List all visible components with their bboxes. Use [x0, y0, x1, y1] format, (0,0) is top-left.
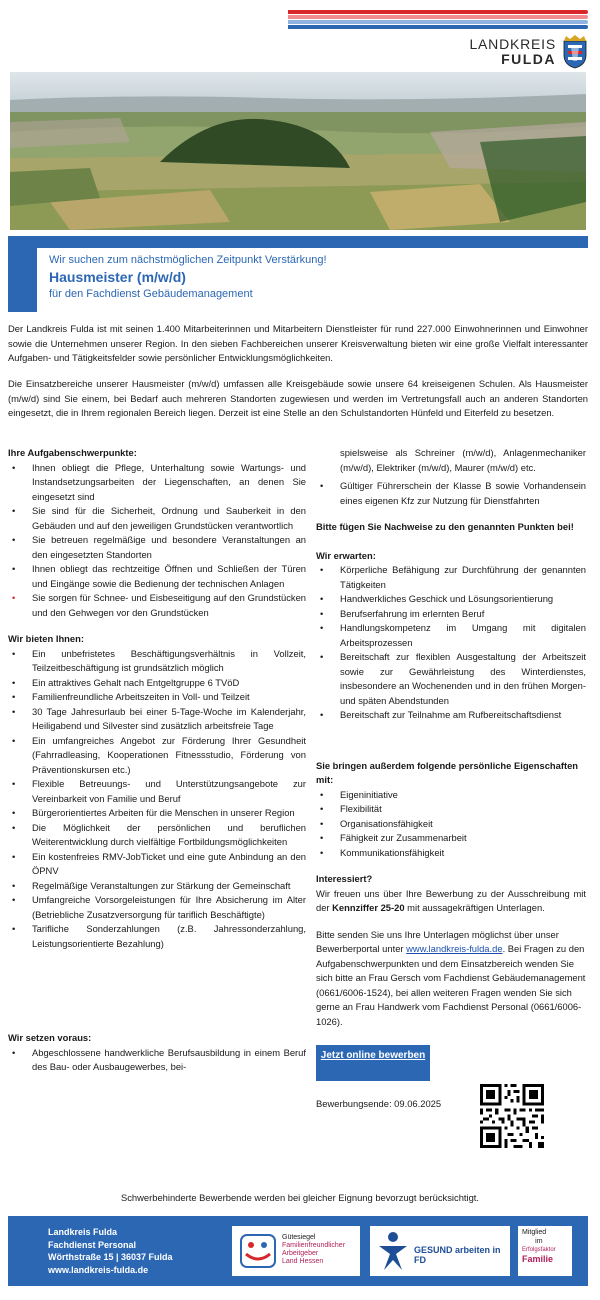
- offer-heading: Wir bieten Ihnen:: [8, 633, 84, 644]
- landkreis-fulda-logo: [469, 34, 588, 70]
- list-item: • Die Möglichkeit der persönlichen und beruflichen Weiterentwicklung durch vielfältige Fortbildungsmöglichkeiten: [8, 821, 306, 850]
- traits-heading: Sie bringen außerdem folgende persönliche Eigenschaften mit:: [316, 759, 579, 785]
- list-item: • Ein unbefristetes Beschäftigungsverhältnis in Vollzeit, Teilzeitbeschäftigung ist grundsätzlich möglich: [8, 647, 306, 676]
- list-item: • Körperliche Befähigung zur Durchführung der genannten Tätigkeiten: [316, 563, 586, 592]
- list-item: • Regelmäßige Veranstaltungen zur Stärkung der Gemeinschaft: [8, 879, 306, 894]
- traits-list: [316, 788, 586, 861]
- list-item: • Bereitschaft zur Teilnahme am Rufbereitschaftsdienst: [316, 708, 586, 723]
- list-item: • Sie betreuen regelmäßige und besondere Veranstaltungen an den eingesetzten Standorten: [8, 533, 306, 562]
- list-item: • Eigeninitiative: [316, 788, 586, 803]
- interest-text: Wir freuen uns über Ihre Bewerbung zu der Ausschreibung mit der Kennziffer 25-20 mit aussagekräftigen Unterlagen.: [316, 887, 586, 913]
- list-item: • Ein kostenfreies RMV-JobTicket und eine gute Anbindung an den ÖPNV: [8, 850, 306, 879]
- hessen-coat-of-arms-icon: [562, 35, 588, 69]
- disability-note: Schwerbehinderte Bewerbende werden bei gleicher Eignung bevorzugt berücksichtigt.: [120, 1192, 480, 1203]
- list-item: • Berufserfahrung im erlernten Beruf: [316, 607, 586, 622]
- star-figure-icon: [376, 1230, 410, 1272]
- application-deadline: Bewerbungsende: 09.06.2025: [316, 1098, 442, 1109]
- list-item: • 30 Tage Jahresurlaub bei einer 5-Tage-Woche im Kalenderjahr, Heiligabend und Silvester sind zusätzlich arbeitsfreie Tage: [8, 705, 306, 734]
- logo-line2: FULDA: [501, 51, 556, 67]
- list-item: • Ihnen obliegt die Pflege, Unterhaltung sowie Wartungs- und Instandsetzungsarbeiten der Liegenschaften, an denen Sie eingesetzt sind: [8, 461, 306, 505]
- family-friendly-employer-badge: [232, 1226, 360, 1276]
- list-item: • Sie sind für die Sicherheit, Ordnung und Sauberkeit in den Gebäuden und auf den jeweiligen Grundstücken verantwortlich: [8, 504, 306, 533]
- footer-bar: [8, 1216, 588, 1286]
- expect-heading: Wir erwarten:: [316, 549, 376, 561]
- list-item: • Bürgerorientiertes Arbeiten für die Menschen in unserer Region: [8, 806, 306, 821]
- logo-line1: LANDKREIS: [469, 36, 556, 52]
- list-item: • Familienfreundliche Arbeitszeiten in Voll- und Teilzeit: [8, 690, 306, 705]
- badge-line: Familie: [522, 1254, 554, 1264]
- header-stripes: [288, 10, 588, 30]
- qr-code-icon[interactable]: [480, 1084, 544, 1148]
- stripe: [288, 15, 588, 19]
- require-list: [8, 1046, 306, 1075]
- badge3-text: [522, 1228, 556, 1264]
- badge-line: Erfolgsfaktor: [522, 1247, 556, 1253]
- list-item: • Ein attraktives Gehalt nach Entgeltgruppe 6 TVöD: [8, 676, 306, 691]
- portal-text: Bitte senden Sie uns Ihre Unterlagen möglichst über unser Bewerberportal unter www.landkreis-fulda.de. Bei Fragen zu den Aufgabenschwerpunkten und dem Einsatzbereich wenden Sie sich bitte an Frau Gersch vom Fachdienst Gebäudemanagement (0661/6006-1524), bei allen weiteren Fragen wenden Sie sich gerne an Frau Handwerk vom Fachdienst Personal (0661/6006-1026).: [316, 928, 586, 1027]
- apply-online-button[interactable]: Jetzt online bewerben: [316, 1045, 430, 1081]
- list-item: • Gültiger Führerschein der Klasse B sowie Vorhandensein eines eigenen Kfz zur Nutzung für Dienstfahrten: [316, 479, 586, 508]
- list-item: • Fähigkeit zur Zusammenarbeit: [316, 831, 586, 846]
- badge1-text: [282, 1234, 345, 1266]
- offer-list: [8, 647, 306, 952]
- list-item: • Ein umfangreiches Angebot zur Förderung Ihrer Gesundheit (Fahrradleasing, Kooperationen Fitnessstudio, Förderung von Präventionskursen etc.): [8, 734, 306, 778]
- footer-address: [48, 1226, 173, 1276]
- list-item: • Handlungskompetenz im Umgang mit digitalen Arbeitsprozessen: [316, 621, 586, 650]
- list-item: • Handwerkliches Geschick und Lösungsorientierung: [316, 592, 586, 607]
- badge-line: Land Hessen: [282, 1258, 324, 1265]
- expect-list: [316, 563, 586, 723]
- stripe: [288, 10, 588, 14]
- list-item: • Kommunikationsfähigkeit: [316, 846, 586, 861]
- badge-line: Familienfreundlicher: [282, 1242, 346, 1249]
- interest-heading: Interessiert?: [316, 873, 373, 884]
- reference-code: Kennziffer 25-20: [332, 902, 405, 913]
- job-title: Hausmeister (m/w/d): [49, 269, 186, 285]
- gesund-arbeiten-badge: [370, 1226, 510, 1276]
- intro-paragraph-2: Die Einsatzbereiche unserer Hausmeister (m/w/d) umfassen alle Kreisgebäude sowie unsere 64 kreiseigenen Schulen. Als Hausmeister (m/w/d) sind Sie einem, bei Bedarf auch mehreren Standorten zugewiesen und werden im Vertretungsfall auch an anderen Standorten eingesetzt, die in Ihrem regionalen Bereich liegen. Derzeit ist eine Stelle an den Schulstandorten Hünfeld und Eiterfeld zu besetzen.: [8, 378, 588, 418]
- tasks-heading: Ihre Aufgabenschwerpunkte:: [8, 447, 137, 458]
- right-column: [316, 446, 586, 1112]
- badge2-text: GESUND arbeiten in FD: [414, 1245, 501, 1265]
- family-seal-icon: [240, 1234, 276, 1268]
- intro-paragraph-1: Der Landkreis Fulda ist mit seinen 1.400 Mitarbeiterinnen und Mitarbeitern Dienstleister für rund 227.000 Einwohnerinnen und Einwohner sowie die Unternehmen unserer Region. In den sieben Fachbereichen unserer Kreisverwaltung bieten wir eine große Vielfalt interessanter Aufgaben- und Tätigkeitsfelder sowie persönlicher Entwicklungsmöglichkeiten.: [8, 323, 588, 363]
- list-item: • Organisationsfähigkeit: [316, 817, 586, 832]
- require-list-continued: [316, 479, 586, 508]
- list-item: • Flexible Betreuungs- und Unterstützungsangebote zur Vereinbarkeit von Familie und Beruf: [8, 777, 306, 806]
- list-item: • Umfangreiche Vorsorgeleistungen für Ihre Absicherung im Alter (Betriebliche Zusatzversorgung für tariflich Beschäftigte): [8, 893, 306, 922]
- badge-line: Gütesiegel: [282, 1234, 316, 1241]
- footer-website[interactable]: www.landkreis-fulda.de: [48, 1264, 149, 1275]
- list-item: • Bereitschaft zur flexiblen Ausgestaltung der Arbeitszeit sowie zur Gewährleistung des Winterdienstes, insbesondere an Wochenenden und in den frühen Morgen- und späten Abendstunden: [316, 650, 586, 708]
- list-item: • Ihnen obliegt das rechtzeitige Öffnen und Schließen der Türen und Eingänge sowie die Bedienung der technischen Anlagen: [8, 562, 306, 591]
- stripe: [288, 20, 588, 24]
- erfolgsfaktor-familie-badge: [518, 1226, 572, 1276]
- portal-link[interactable]: www.landkreis-fulda.de: [406, 943, 503, 954]
- require-item-continued: spielsweise als Schreiner (m/w/d), Anlagenmechaniker (m/w/d), Elektriker (m/w/d), Maurer (m/w/d) etc.: [340, 447, 586, 473]
- left-column: [8, 446, 306, 1075]
- footer-line: Landkreis Fulda: [48, 1227, 118, 1237]
- list-item: • Abgeschlossene handwerkliche Berufsausbildung in einem Beruf des Bau- oder Ausbaugewerbes, bei-: [8, 1046, 306, 1075]
- job-subtitle: für den Fachdienst Gebäudemanagement: [49, 288, 253, 300]
- landscape-photo: [10, 72, 586, 230]
- list-item: • Sie sorgen für Schnee- und Eisbeseitigung auf den Grundstücken und den Gehwegen vor den Grundstücken: [8, 591, 306, 620]
- list-item: • Flexibilität: [316, 802, 586, 817]
- tasks-list: [8, 461, 306, 621]
- badge-line: Mitglied: [522, 1229, 547, 1236]
- require-heading: Wir setzen voraus:: [8, 1032, 92, 1043]
- stripe: [288, 25, 588, 29]
- footer-line: Fachdienst Personal: [48, 1239, 137, 1250]
- badge-line: im: [535, 1238, 543, 1245]
- badge-line: Arbeitgeber: [282, 1250, 319, 1257]
- list-item: • Tarifliche Sonderzahlungen (z.B. Jahressonderzahlung, Leistungsorientierte Bezahlung): [8, 922, 306, 951]
- banner-headline: Wir suchen zum nächstmöglichen Zeitpunkt Verstärkung!: [49, 254, 327, 266]
- proof-note: Bitte fügen Sie Nachweise zu den genannten Punkten bei!: [316, 521, 574, 532]
- job-title-banner: [8, 236, 588, 312]
- footer-line: Wörthstraße 15 | 36037 Fulda: [48, 1252, 173, 1262]
